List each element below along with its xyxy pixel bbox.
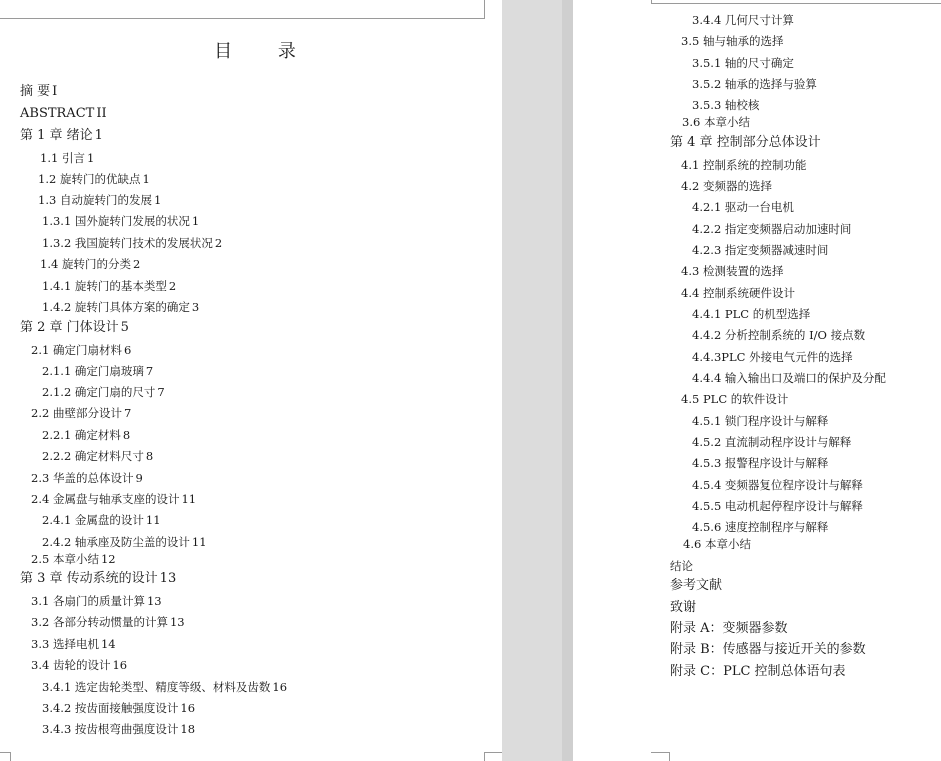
crop-mark — [0, 752, 10, 753]
crop-mark — [669, 752, 670, 761]
document-page-right: 3.4.4 几何尺寸计算 3.5 轴与轴承的选择 3.5.1 轴的尺寸确定 3.5.2 轴承的选择与验算 3.5.3 轴校核 3.6 本章小结 第 4 章 控制部分总体设计 4.1 控制系统的控制功能 4.2 变频器的选择 4.2.1 驱动一台电机 4.2.2 指定变频器启动加速时间 4.2.3 指定变频器减速时间 4.3 检测装置的选择 4.4 控制系统硬件设计 4.4.1 PLC 的机型选择 4.4.2 分析控制系统的 I/O 接点数 4.4.3PLC 外接电气元件的选择 4.4.4 输入输出口及端口的保护及分配 4.5 PLC 的软件设计 4.5.1 锁门程序设计与解释 4.5.2 直流制动程序设计与解释 4.5.3 报警程序设计与解释 4.5.4 变频器复位程序设计与解释 4.5.5 电动机起停程序设计与解释 4.5.6 速度控制程序与解释 4.6 本章小结 结论 参考文献 致谢 附录 A：变频器参数 附录 B：传感器与接近开关的参数 附录 C：PLC 控制总体语句表 — [573, 0, 941, 761]
toc-title: 目 录 — [214, 41, 316, 62]
crop-mark — [484, 752, 485, 761]
crop-mark — [10, 752, 11, 761]
page-gap — [502, 0, 573, 761]
page-top-rule — [651, 3, 941, 4]
crop-mark — [651, 0, 652, 4]
document-page-left: 目 录 摘 要 I ABSTRACT II 第 1 章 绪论 1 1.1 引言 1 1.2 旋转门的优缺点 1 1.3 自动旋转门的发展 1 1.3.1 国外旋转门发展的状况 1 1.3.2 我国旋转门技术的发展状况 2 1.4 旋转门的分类 2 1.4.1 旋转门的基本类型 2 1.4.2 旋转门具体方案的确定 3 第 2 章 门体设计 5 2.1 确定门扇材料 6 2.1.1 确定门扇玻璃 7 2.1.2 确定门扇的尺寸 7 2.2 曲壁部分设计 7 2.2.1 确定材料 8 2.2.2 确定材料尺寸 8 2.3 华盖的总体设计 9 2.4 金属盘与轴承支座的设计 11 2.4.1 金属盘的设计 11 2.4.2 轴承座及防尘盖的设计 11 2.5 本章小结 12 第 3 章 传动系统的设计 13 3.1 各扇门的质量计算 13 3.2 各部分转动惯量的计算 13 3.3 选择电机 14 3.4 齿轮的设计 16 3.4.1 选定齿轮类型、精度等级、材料及齿数 16 3.4.2 按齿面接触强度设计 16 3.4.3 按齿根弯曲强度设计 18 — [0, 0, 502, 761]
crop-mark — [651, 752, 669, 753]
page-top-rule — [0, 18, 484, 19]
crop-mark — [484, 0, 485, 19]
crop-mark — [484, 752, 502, 753]
